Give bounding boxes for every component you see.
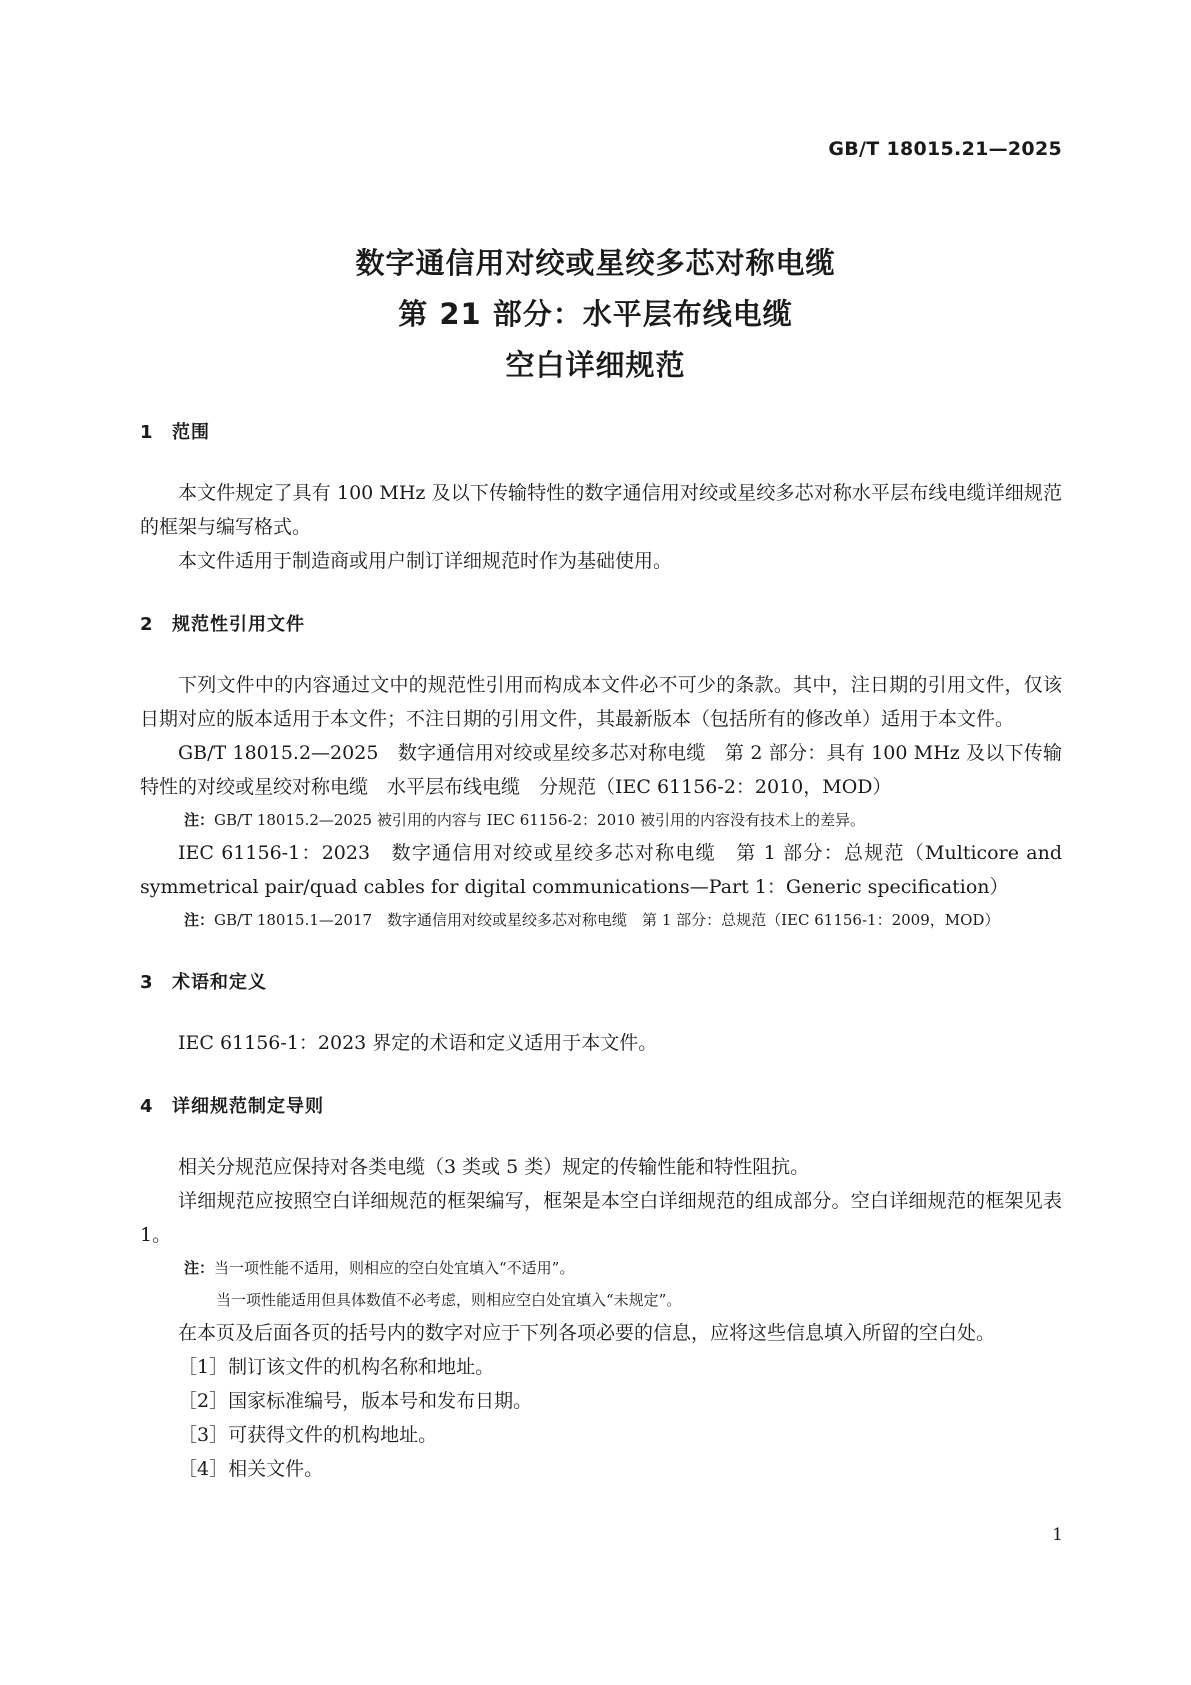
paragraph: 本文件适用于制造商或用户制订详细规范时作为基础使用。 [178, 550, 673, 572]
section-1-heading [140, 420, 1062, 446]
section-2-heading [140, 612, 1062, 638]
document-title [0, 238, 1191, 391]
list-item: ［4］相关文件。 [178, 1458, 324, 1480]
document-body [140, 420, 1062, 1486]
section-number: 4 [140, 1096, 154, 1117]
note-label: 注： [184, 911, 215, 929]
list-item: ［3］可获得文件的机构地址。 [178, 1424, 438, 1446]
note-label: 注： [184, 1259, 215, 1277]
section-number: 1 [140, 422, 154, 443]
section-title: 术语和定义 [172, 972, 267, 993]
note-label: 注： [184, 811, 215, 829]
section-title: 详细规范制定导则 [172, 1096, 324, 1117]
list-item: ［2］国家标准编号，版本号和发布日期。 [178, 1390, 533, 1412]
reference-entry: IEC 61156-1：2023 数字通信用对绞或星绞多芯对称电缆 第 1 部分：总规范（Multicore and symmetrical pair/quad cables for digital communications—Part 1：Generic specification） [140, 842, 1062, 898]
note [140, 804, 1062, 836]
note-text: GB/T 18015.2—2025 被引用的内容与 IEC 61156-2：2010 被引用的内容没有技术上的差异。 [214, 811, 865, 829]
note [140, 1252, 1062, 1284]
title-line-3: 空白详细规范 [505, 348, 686, 382]
reference-entry: GB/T 18015.2—2025 数字通信用对绞或星绞多芯对称电缆 第 2 部分：具有 100 MHz 及以下传输特性的对绞或星绞对称电缆 水平层布线电缆 分规范（IEC 61156-2：2010，MOD） [140, 742, 1062, 798]
note-continuation: 当一项性能适用但具体数值不必考虑，则相应空白处宜填入“未规定”。 [216, 1291, 682, 1309]
section-number: 3 [140, 972, 154, 993]
title-line-1: 数字通信用对绞或星绞多芯对称电缆 [355, 246, 836, 280]
section-number: 2 [140, 614, 154, 635]
standard-code: GB/T 18015.21—2025 [828, 138, 1062, 160]
paragraph: 相关分规范应保持对各类电缆（3 类或 5 类）规定的传输性能和特性阻抗。 [178, 1156, 810, 1178]
section-title: 范围 [172, 422, 210, 443]
paragraph: IEC 61156-1：2023 界定的术语和定义适用于本文件。 [178, 1032, 658, 1054]
list-item: ［1］制订该文件的机构名称和地址。 [178, 1356, 495, 1378]
title-line-2: 第 21 部分：水平层布线电缆 [398, 297, 793, 331]
paragraph: 本文件规定了具有 100 MHz 及以下传输特性的数字通信用对绞或星绞多芯对称水平层布线电缆详细规范的框架与编写格式。 [140, 482, 1062, 538]
page-number: 1 [1052, 1525, 1063, 1545]
note-text: GB/T 18015.1—2017 数字通信用对绞或星绞多芯对称电缆 第 1 部分：总规范（IEC 61156-1：2009，MOD） [214, 911, 1000, 929]
paragraph: 下列文件中的内容通过文中的规范性引用而构成本文件必不可少的条款。其中，注日期的引用文件，仅该日期对应的版本适用于本文件；不注日期的引用文件，其最新版本（包括所有的修改单）适用于本文件。 [140, 674, 1062, 730]
note [140, 904, 1062, 936]
paragraph: 在本页及后面各页的括号内的数字对应于下列各项必要的信息，应将这些信息填入所留的空白处。 [178, 1322, 996, 1344]
section-title: 规范性引用文件 [172, 614, 305, 635]
paragraph: 详细规范应按照空白详细规范的框架编写，框架是本空白详细规范的组成部分。空白详细规范的框架见表 1。 [140, 1190, 1062, 1246]
note-text: 当一项性能不适用，则相应的空白处宜填入“不适用”。 [214, 1259, 575, 1277]
section-4-heading [140, 1094, 1062, 1120]
section-3-heading [140, 970, 1062, 996]
